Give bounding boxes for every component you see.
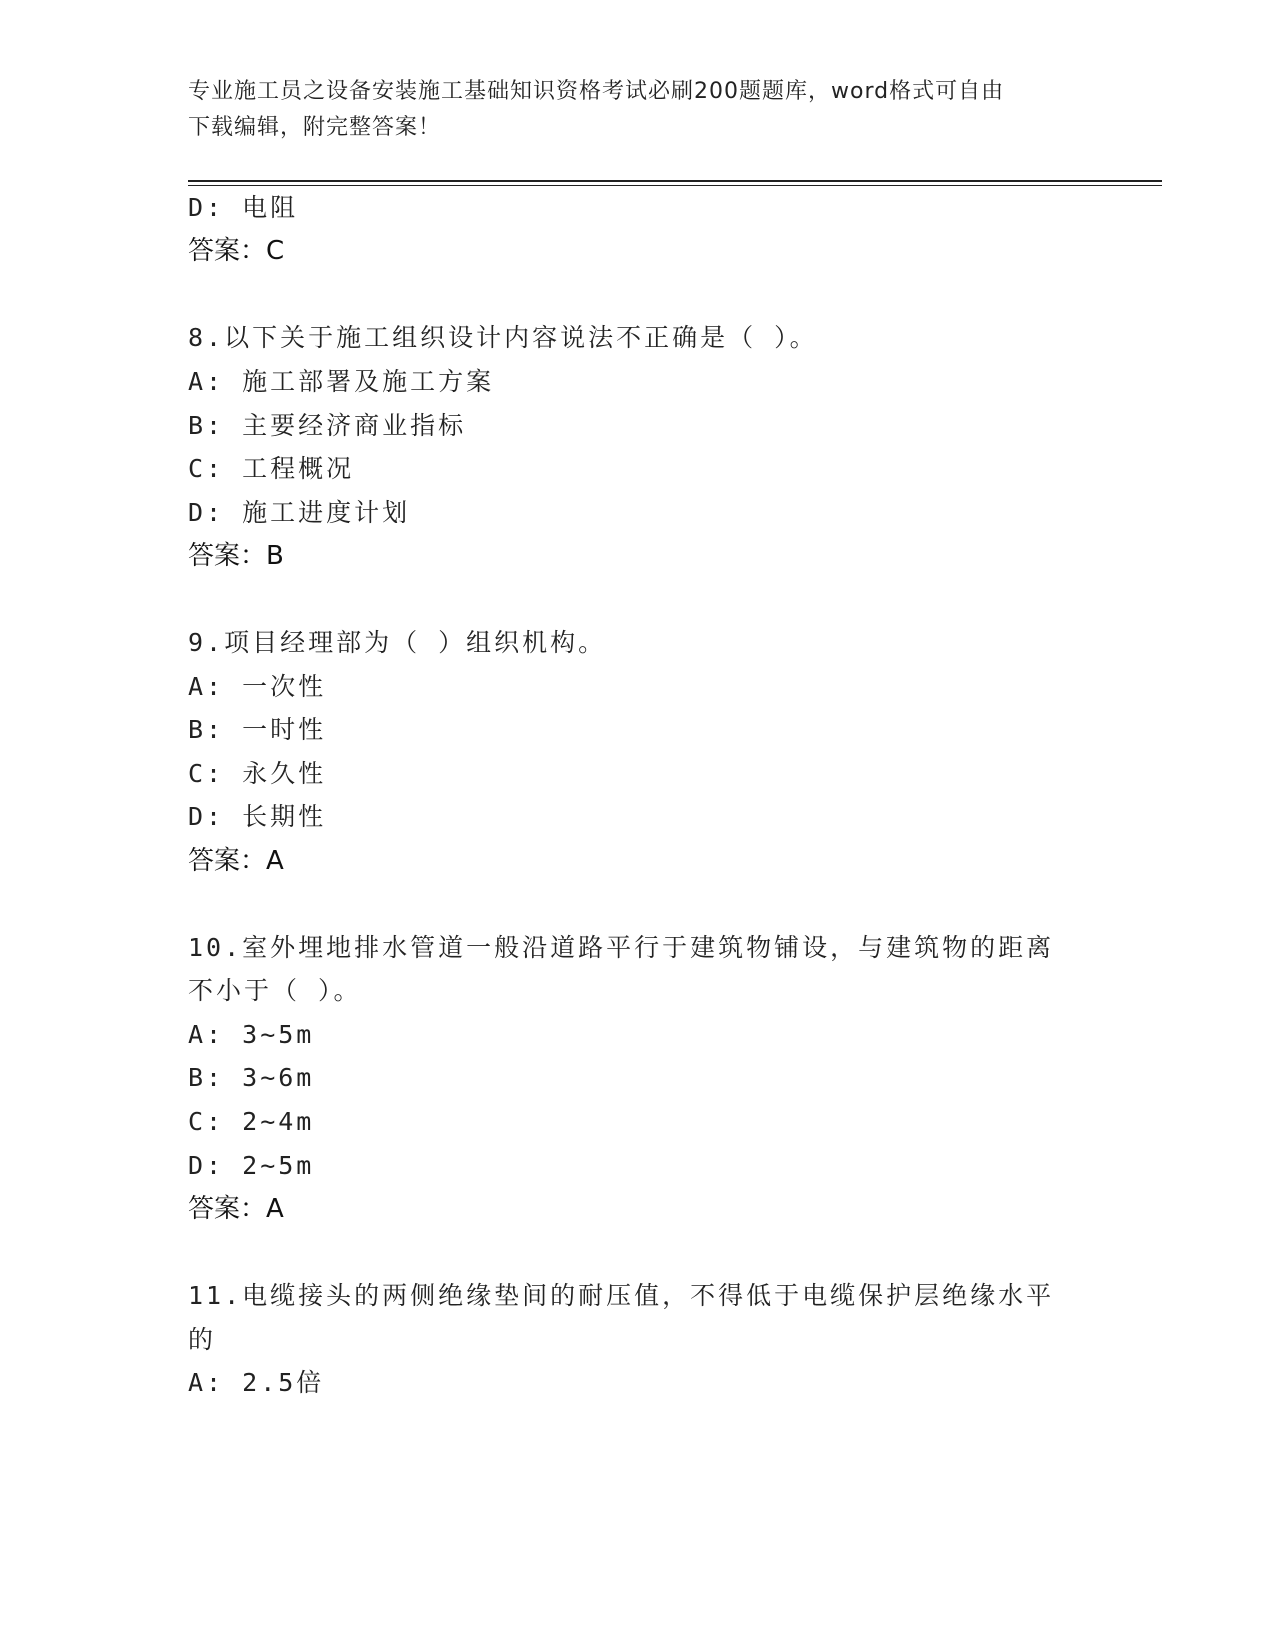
header-line-1: 专业施工员之设备安装施工基础知识资格考试必刷200题题库，word格式可自由 [188,79,1005,104]
q11-option-a: A: 2.5倍 [188,1368,325,1397]
q7-option-d: D: 电阻 [188,193,299,222]
q10-answer: 答案：A [188,1194,284,1224]
header-rule-thin [188,185,1162,186]
q10-option-c: C: 2~4m [188,1107,315,1136]
q10-option-b: B: 3~6m [188,1063,315,1092]
q10-stem-line-2: 不小于（ ）。 [188,976,362,1005]
q8-option-b: B: 主要经济商业指标 [188,411,467,440]
q9-stem: 9.项目经理部为（ ）组织机构。 [188,628,607,657]
q10-stem-line-1: 10.室外埋地排水管道一般沿道路平行于建筑物铺设，与建筑物的距离 [188,933,1055,962]
q7-answer: 答案：C [188,236,285,266]
header-line-2: 下载编辑，附完整答案！ [188,115,442,140]
q8-stem: 8.以下关于施工组织设计内容说法不正确是（ ）。 [188,323,818,352]
q9-option-b: B: 一时性 [188,715,327,744]
q11-stem-line-2: 的 [188,1325,217,1354]
q9-option-c: C: 永久性 [188,759,327,788]
q8-option-d: D: 施工进度计划 [188,498,411,527]
q11-stem-line-1: 11.电缆接头的两侧绝缘垫间的耐压值，不得低于电缆保护层绝缘水平 [188,1281,1055,1310]
q8-option-a: A: 施工部署及施工方案 [188,367,495,396]
q8-answer: 答案：B [188,541,284,571]
q10-option-a: A: 3~5m [188,1020,315,1049]
q9-option-a: A: 一次性 [188,672,327,701]
q9-answer: 答案：A [188,846,284,876]
header-rule-thick [188,180,1162,182]
document-header [188,74,1068,146]
q8-option-c: C: 工程概况 [188,454,355,483]
q9-option-d: D: 长期性 [188,802,327,831]
q10-option-d: D: 2~5m [188,1151,315,1180]
